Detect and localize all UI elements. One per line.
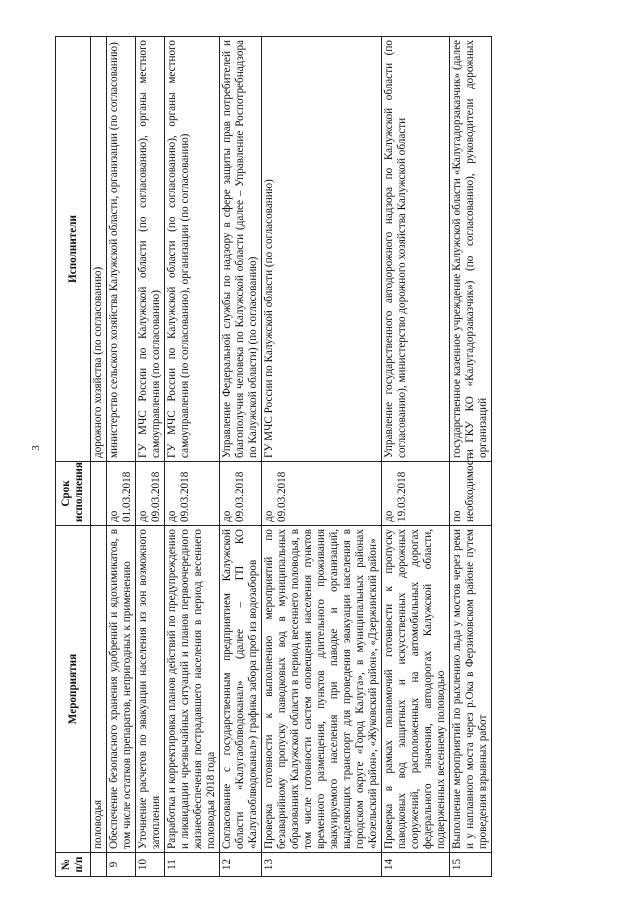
row-deadline: до 09.03.2018 (262, 462, 382, 526)
row-num: 9 (107, 853, 136, 877)
table-row (136, 37, 165, 877)
row-num: 12 (220, 853, 262, 877)
row-executors: государственное казенное учреждение Калужской области «Калугадорзаказчик» (далее – ГКУ КО «Калугадорзаказчик») (по согласованию), руководители дорожных организаций (450, 37, 492, 462)
row-num: 10 (136, 853, 165, 877)
table-row (107, 37, 136, 877)
table-row (165, 37, 220, 877)
row-deadline: до 01.03.2018 (107, 462, 136, 526)
row-deadline: до 09.03.2018 (220, 462, 262, 526)
row-event: Обеспечение безопасного хранения удобрений и ядохимикатов, в том числе остатков препаратов, непригодных к применению (107, 526, 136, 853)
row-event: Проверка в рамках полномочий готовности к пропуску паводковых вод защитных и искусственных дорожных сооружений, расположенных на автомобильных дорогах федерального значения, автодорогах Калужской области, подверженных весеннему половодью (382, 526, 450, 853)
row-num: 11 (165, 853, 220, 877)
table-row (220, 37, 262, 877)
row-executors: ГУ МЧС России по Калужской области (по согласованию), органы местного самоуправления (по согласованию), организации (по согласованию) (165, 37, 220, 462)
row-executors: Управление государственного автодорожного надзора по Калужской области (по согласованию), министерство дорожного хозяйства Калужской области (382, 37, 450, 462)
row-deadline: до 09.03.2018 (165, 462, 220, 526)
page-number: 3 (30, 445, 42, 451)
table-row (450, 37, 492, 877)
row-executors: Управление Федеральной службы по надзору в сфере защиты прав потребителей и благополучия человека по Калужской области (далее – Управление Роспотребнадзора по Калужской области) (по согласованию) (220, 37, 262, 462)
header-num: № п/п (56, 853, 91, 877)
row-event: Разработка и корректировка планов действий по предупреждению и ликвидации чрезвычайных ситуаций и планов первоочередного жизнеобеспечения пострадавшего населения в период весеннего половодья 2018 года (165, 526, 220, 853)
header-executors: Исполнители (56, 37, 91, 462)
header-deadline: Срок исполнения (56, 462, 91, 526)
row-deadline: до 09.03.2018 (136, 462, 165, 526)
row-event: Уточнение расчетов по эвакуации населения из зон возможного затопления (136, 526, 165, 853)
row-num: 15 (450, 853, 492, 877)
row-executors: ГУ МЧС России по Калужской области (по согласованию), органы местного самоуправления (по согласованию) (136, 37, 165, 462)
continuation-num (91, 853, 107, 877)
row-deadline: по необходимости (450, 462, 492, 526)
table-row (382, 37, 450, 877)
row-num: 13 (262, 853, 382, 877)
rotated-document (55, 37, 620, 877)
table-row (262, 37, 382, 877)
row-executors: министерство сельского хозяйства Калужской области, организации (по согласованию) (107, 37, 136, 462)
header-event: Мероприятия (56, 526, 91, 853)
row-event: Согласование с государственным предприятием Калужской области «Калугаоблводоканал» (далее – ГП КО «Калугаоблводоканал») графика забора проб из водозаборов (220, 526, 262, 853)
table-header-row (56, 37, 91, 877)
row-num: 14 (382, 853, 450, 877)
row-event: Проверка готовности к выполнению мероприятий по безаварийному пропуску паводковых вод в муниципальных образованиях Калужской области в период весеннего половодья, в том числе готовности систем оповещения населения пунктов временного размещения, пунктов длительного проживания эвакуируемого населения при паводке и организаций, выделяющих транспорт для проведения эвакуации населения в городском округе «Город Калуга», в муниципальных районах «Козельский район», «Жуковский район», «Дзержинский район» (262, 526, 382, 853)
row-executors: ГУ МЧС России по Калужской области (по согласованию) (262, 37, 382, 462)
row-event: Выполнение мероприятий по рыхлению льда у мостов через реки и у наплавного моста через р.Ока в Ферзиковском районе путем проведения взрывных работ (450, 526, 492, 853)
continuation-deadline (91, 462, 107, 526)
measures-table (55, 36, 492, 877)
continuation-row (91, 37, 107, 877)
continuation-executors: дорожного хозяйства (по согласованию) (91, 37, 107, 462)
continuation-event: половодья (91, 526, 107, 853)
row-deadline: до 19.03.2018 (382, 462, 450, 526)
